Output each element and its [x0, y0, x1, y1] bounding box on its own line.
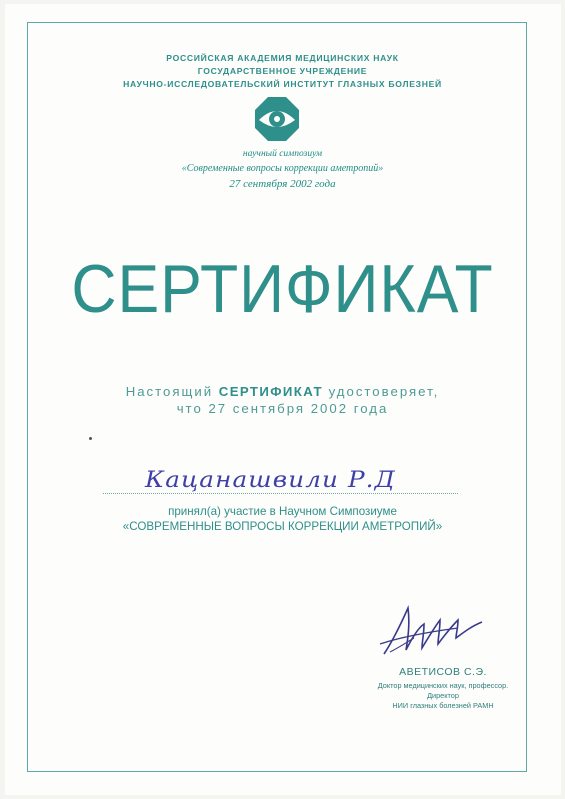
- header-academy: РОССИЙСКАЯ АКАДЕМИЯ МЕДИЦИНСКИХ НАУК: [166, 53, 399, 63]
- event-date: 27 сентября 2002 года: [229, 178, 336, 190]
- certify-date-line: что 27 сентября 2002 года: [176, 401, 389, 416]
- institute-eye-logo: [254, 96, 300, 142]
- header-institution-type: ГОСУДАРСТВЕННОЕ УЧРЕЖДЕНИЕ: [197, 66, 368, 76]
- signatory-degree: Доктор медицинских наук, профессор.: [377, 681, 509, 690]
- director-signature: [378, 598, 488, 660]
- ink-dot: [89, 437, 92, 440]
- symposium-name: «СОВРЕМЕННЫЕ ВОПРОСЫ КОРРЕКЦИИ АМЕТРОПИЙ»: [122, 520, 443, 533]
- certify-bold: СЕРТИФИКАТ: [218, 384, 323, 399]
- signatory-position: Директор: [427, 691, 459, 700]
- certify-statement: [0, 384, 565, 400]
- signatory-organization: НИИ глазных болезней РАМН: [392, 701, 494, 710]
- event-kind: научный симпозиум: [242, 149, 323, 159]
- signatory-name: АВЕТИСОВ С.Э.: [399, 666, 487, 678]
- certify-suffix: удостоверяет,: [322, 384, 440, 399]
- header-institute: НАУЧНО-ИССЛЕДОВАТЕЛЬСКИЙ ИНСТИТУТ ГЛАЗНЫХ БОЛЕЗНЕЙ: [123, 79, 442, 89]
- recipient-dotted-line: [103, 493, 458, 494]
- recipient-handwritten-name: Кацанашвили Р.Д: [145, 468, 396, 493]
- certify-prefix: Настоящий: [125, 384, 219, 399]
- certificate-title: СЕРТИФИКАТ: [71, 251, 494, 327]
- participation-line: принял(а) участие в Научном Симпозиуме: [168, 505, 397, 518]
- event-name: «Современные вопросы коррекции аметропий»: [181, 163, 384, 174]
